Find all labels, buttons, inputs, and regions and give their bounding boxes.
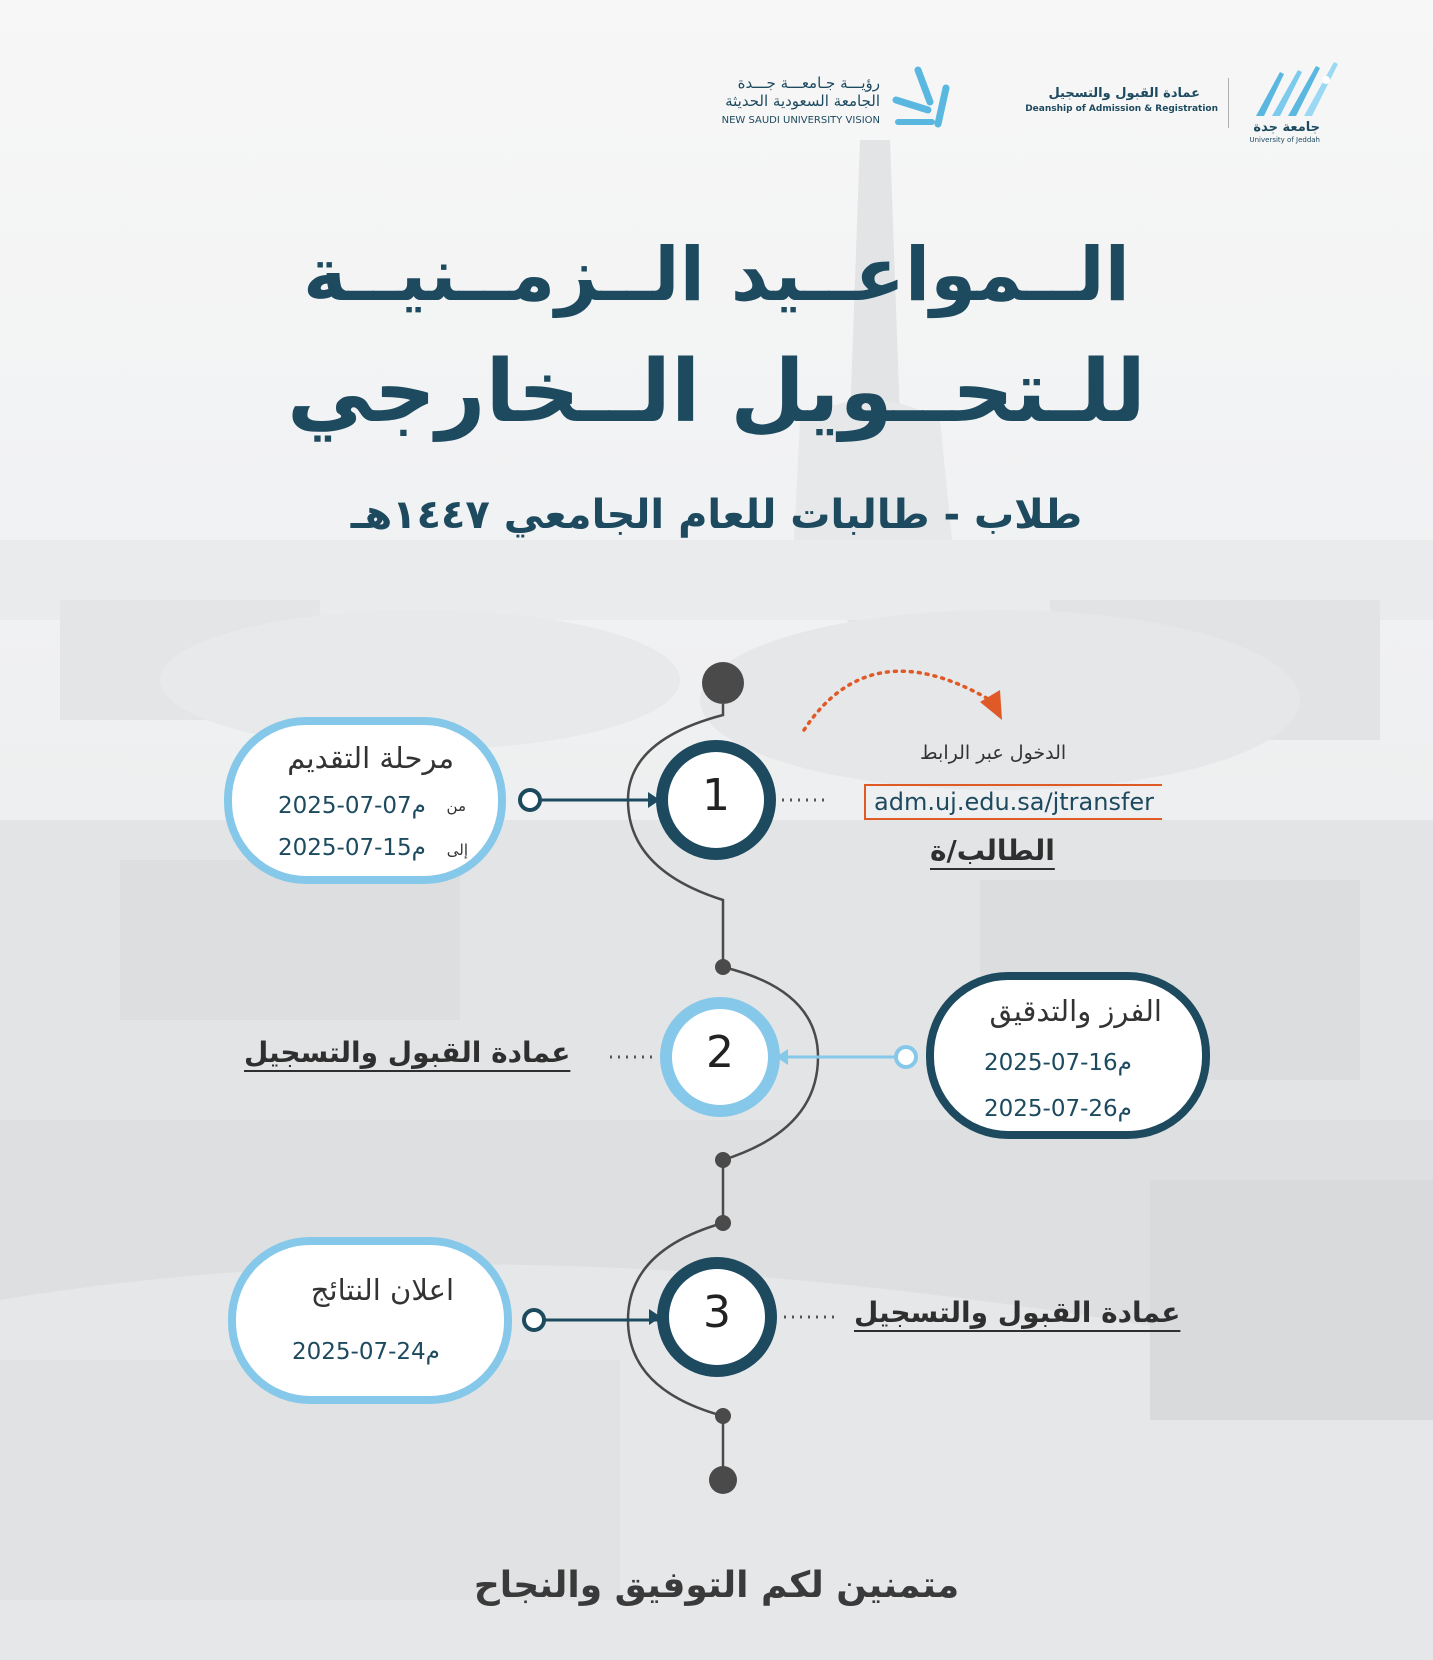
vision-logo-line3: NEW SAUDI UNIVERSITY VISION bbox=[721, 115, 880, 126]
step-1-number: 1 bbox=[702, 770, 730, 821]
step-2-from-date: 2025-07-16م bbox=[984, 1050, 1132, 1076]
step-1-card bbox=[224, 717, 506, 884]
step-3-date: 2025-07-24م bbox=[292, 1339, 440, 1365]
vision-logo-line1: رؤيـــة جـامعـــة جـــدة bbox=[737, 74, 880, 92]
step-1-title: مرحلة التقديم bbox=[287, 741, 454, 775]
university-name-ar: جامعة جدة bbox=[1253, 120, 1320, 135]
title-line1: الــمواعــيد الــزمــنيــة bbox=[302, 232, 1130, 318]
deanship-logo bbox=[1025, 60, 1340, 150]
vision-logo-line2: الجامعة السعودية الحديثة bbox=[725, 92, 880, 110]
step-2-card bbox=[926, 972, 1210, 1139]
step-2-number: 2 bbox=[706, 1027, 734, 1078]
step-3-title: اعلان النتائج bbox=[310, 1273, 454, 1307]
step-3-number: 3 bbox=[703, 1287, 731, 1338]
step-1-to-label: إلى bbox=[446, 841, 468, 859]
step-1-from-date: 2025-07-07م bbox=[278, 793, 426, 819]
step-3-card bbox=[228, 1237, 512, 1404]
subtitle: طلاب - طالبات للعام الجامعي ١٤٤٧هـ bbox=[350, 492, 1083, 538]
title-line2: للـتحــويل الــخارجي bbox=[287, 342, 1146, 442]
step-3-actor: عمادة القبول والتسجيل bbox=[854, 1296, 1181, 1329]
step-1-link[interactable]: adm.uj.edu.sa/jtransfer bbox=[864, 784, 1162, 820]
step-1-actor: الطالب/ة bbox=[930, 834, 1055, 867]
university-name-en: University of Jeddah bbox=[1249, 136, 1320, 144]
deanship-logo-line1: عمادة القبول والتسجيل bbox=[1048, 86, 1200, 101]
vision-logo-mark-icon bbox=[888, 66, 958, 130]
footer-message: متمنين لكم التوفيق والنجاح bbox=[473, 1565, 960, 1606]
step-1-from-label: من bbox=[446, 797, 466, 815]
deanship-logo-line2: Deanship of Admission & Registration bbox=[1025, 104, 1218, 114]
step-1-link-label: الدخول عبر الرابط bbox=[920, 742, 1067, 764]
step-2-to-date: 2025-07-26م bbox=[984, 1096, 1132, 1122]
step-2-title: الفرز والتدقيق bbox=[989, 994, 1162, 1028]
university-logo-icon bbox=[1250, 60, 1340, 120]
step-2-actor: عمادة القبول والتسجيل bbox=[244, 1036, 571, 1069]
vision-logo bbox=[700, 70, 960, 130]
step-1-to-date: 2025-07-15م bbox=[278, 835, 426, 861]
